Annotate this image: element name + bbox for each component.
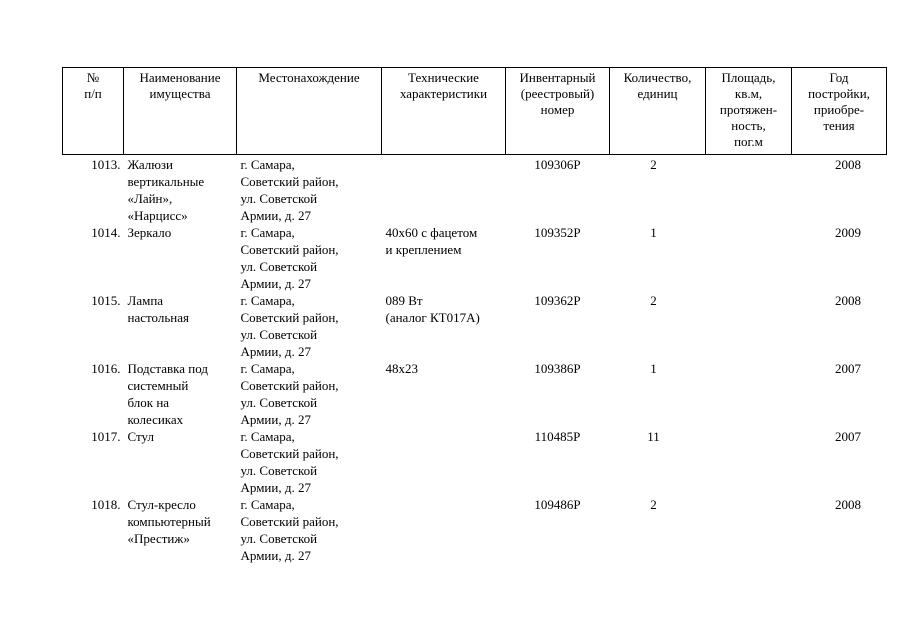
item-location-line: Советский район, <box>240 446 339 461</box>
item-specs <box>382 496 506 564</box>
item-name-line: вертикальные <box>127 174 205 189</box>
item-name-line: компьютерный <box>127 514 211 529</box>
item-name-line: Стул-кресло <box>127 497 196 512</box>
item-specs <box>382 155 506 225</box>
item-name-line: «Лайн», <box>127 191 173 206</box>
header-line: Технические <box>408 70 479 85</box>
item-location-line: г. Самара, <box>240 225 295 240</box>
item-specs-line: (аналог КТ017А) <box>385 310 480 325</box>
year: 2007 <box>835 429 861 444</box>
table-row <box>63 155 887 225</box>
item-location-line: Советский район, <box>240 310 339 325</box>
item-location-line: ул. Советской <box>240 327 318 342</box>
item-location <box>237 496 382 564</box>
table-row <box>63 292 887 360</box>
header-tech <box>382 68 506 155</box>
item-name-line: Жалюзи <box>127 157 173 172</box>
item-specs-line: 48х23 <box>385 361 418 376</box>
inventory-number: 109386Р <box>534 361 581 376</box>
header-line: ность, <box>731 118 766 133</box>
item-specs-line: 40х60 с фацетом <box>385 225 478 240</box>
item-name-line: Стул <box>127 429 154 444</box>
header-line: приобре- <box>813 102 865 117</box>
area <box>706 292 792 360</box>
area <box>706 428 792 496</box>
year: 2008 <box>835 497 861 512</box>
item-location-line: Советский район, <box>240 378 339 393</box>
item-location-line: г. Самара, <box>240 157 295 172</box>
item-name-line: Подставка под <box>127 361 208 376</box>
header-line: Год <box>829 70 849 85</box>
year: 2009 <box>835 225 861 240</box>
item-name <box>124 155 237 225</box>
item-location-line: Армии, д. 27 <box>240 548 311 563</box>
item-specs <box>382 292 506 360</box>
inventory-number: 110485Р <box>534 429 581 444</box>
item-name <box>124 360 237 428</box>
inventory-number: 109362Р <box>534 293 581 308</box>
header-line: (реестровый) <box>520 86 595 101</box>
item-specs <box>382 428 506 496</box>
header-line: протяжен- <box>719 102 778 117</box>
header-line: № <box>86 70 100 85</box>
row-number: 1017. <box>91 429 121 444</box>
area <box>706 224 792 292</box>
row-number: 1015. <box>91 293 121 308</box>
item-location <box>237 155 382 225</box>
header-name <box>124 68 237 155</box>
item-location <box>237 224 382 292</box>
header-year <box>792 68 887 155</box>
area <box>706 496 792 564</box>
item-location-line: ул. Советской <box>240 463 318 478</box>
item-name-line: «Престиж» <box>127 531 190 546</box>
header-row <box>63 68 887 155</box>
header-inv <box>506 68 610 155</box>
item-name-line: «Нарцисс» <box>127 208 188 223</box>
row-number: 1016. <box>91 361 121 376</box>
item-location-line: г. Самара, <box>240 429 295 444</box>
item-location-line: г. Самара, <box>240 497 295 512</box>
header-line: характеристики <box>399 86 488 101</box>
header-line: единиц <box>637 86 678 101</box>
year: 2008 <box>835 293 861 308</box>
item-location <box>237 360 382 428</box>
table-row <box>63 428 887 496</box>
header-line: номер <box>540 102 575 117</box>
item-specs-line: 089 Вт <box>385 293 423 308</box>
year: 2007 <box>835 361 861 376</box>
item-name-line: системный <box>127 378 189 393</box>
inventory-number: 109352Р <box>534 225 581 240</box>
item-location-line: г. Самара, <box>240 361 295 376</box>
header-line: Площадь, <box>721 70 776 85</box>
inventory-number: 109306Р <box>534 157 581 172</box>
item-name <box>124 428 237 496</box>
header-line: Инвентарный <box>519 70 596 85</box>
year: 2008 <box>835 157 861 172</box>
header-line: кв.м, <box>734 86 763 101</box>
item-location-line: Армии, д. 27 <box>240 480 311 495</box>
header-qty <box>610 68 706 155</box>
quantity: 2 <box>650 157 657 172</box>
header-line: тения <box>823 118 855 133</box>
area <box>706 360 792 428</box>
quantity: 2 <box>650 497 657 512</box>
property-table <box>62 67 887 564</box>
header-line: имущества <box>149 86 211 101</box>
header-line: Местонахождение <box>258 70 360 85</box>
item-location-line: Армии, д. 27 <box>240 276 311 291</box>
row-number: 1018. <box>91 497 121 512</box>
header-line: Количество, <box>623 70 692 85</box>
item-location-line: Советский район, <box>240 514 339 529</box>
table-body <box>63 155 887 565</box>
item-location-line: Советский район, <box>240 174 339 189</box>
item-location-line: ул. Советской <box>240 395 318 410</box>
item-location <box>237 292 382 360</box>
header-area <box>706 68 792 155</box>
item-specs <box>382 360 506 428</box>
header-line: постройки, <box>808 86 870 101</box>
item-location-line: ул. Советской <box>240 191 318 206</box>
item-name <box>124 224 237 292</box>
table-row <box>63 496 887 564</box>
item-specs <box>382 224 506 292</box>
item-location-line: Советский район, <box>240 242 339 257</box>
quantity: 1 <box>650 361 657 376</box>
table-row <box>63 224 887 292</box>
item-location-line: ул. Советской <box>240 531 318 546</box>
item-name-line: блок на <box>127 395 170 410</box>
header-num <box>63 68 124 155</box>
header-location <box>237 68 382 155</box>
item-location-line: Армии, д. 27 <box>240 412 311 427</box>
row-number: 1013. <box>91 157 121 172</box>
header-line: пог.м <box>734 134 763 149</box>
item-location-line: ул. Советской <box>240 259 318 274</box>
item-name-line: колесиках <box>127 412 184 427</box>
item-name <box>124 496 237 564</box>
item-name-line: настольная <box>127 310 189 325</box>
header-line: п/п <box>84 86 102 101</box>
quantity: 11 <box>647 429 660 444</box>
item-location <box>237 428 382 496</box>
item-location-line: г. Самара, <box>240 293 295 308</box>
item-name <box>124 292 237 360</box>
inventory-number: 109486Р <box>534 497 581 512</box>
header-line: Наименование <box>139 70 221 85</box>
area <box>706 155 792 225</box>
row-number: 1014. <box>91 225 121 240</box>
quantity: 1 <box>650 225 657 240</box>
item-location-line: Армии, д. 27 <box>240 344 311 359</box>
item-location-line: Армии, д. 27 <box>240 208 311 223</box>
quantity: 2 <box>650 293 657 308</box>
table-row <box>63 360 887 428</box>
item-specs-line: и креплением <box>385 242 462 257</box>
item-name-line: Лампа <box>127 293 164 308</box>
item-name-line: Зеркало <box>127 225 172 240</box>
